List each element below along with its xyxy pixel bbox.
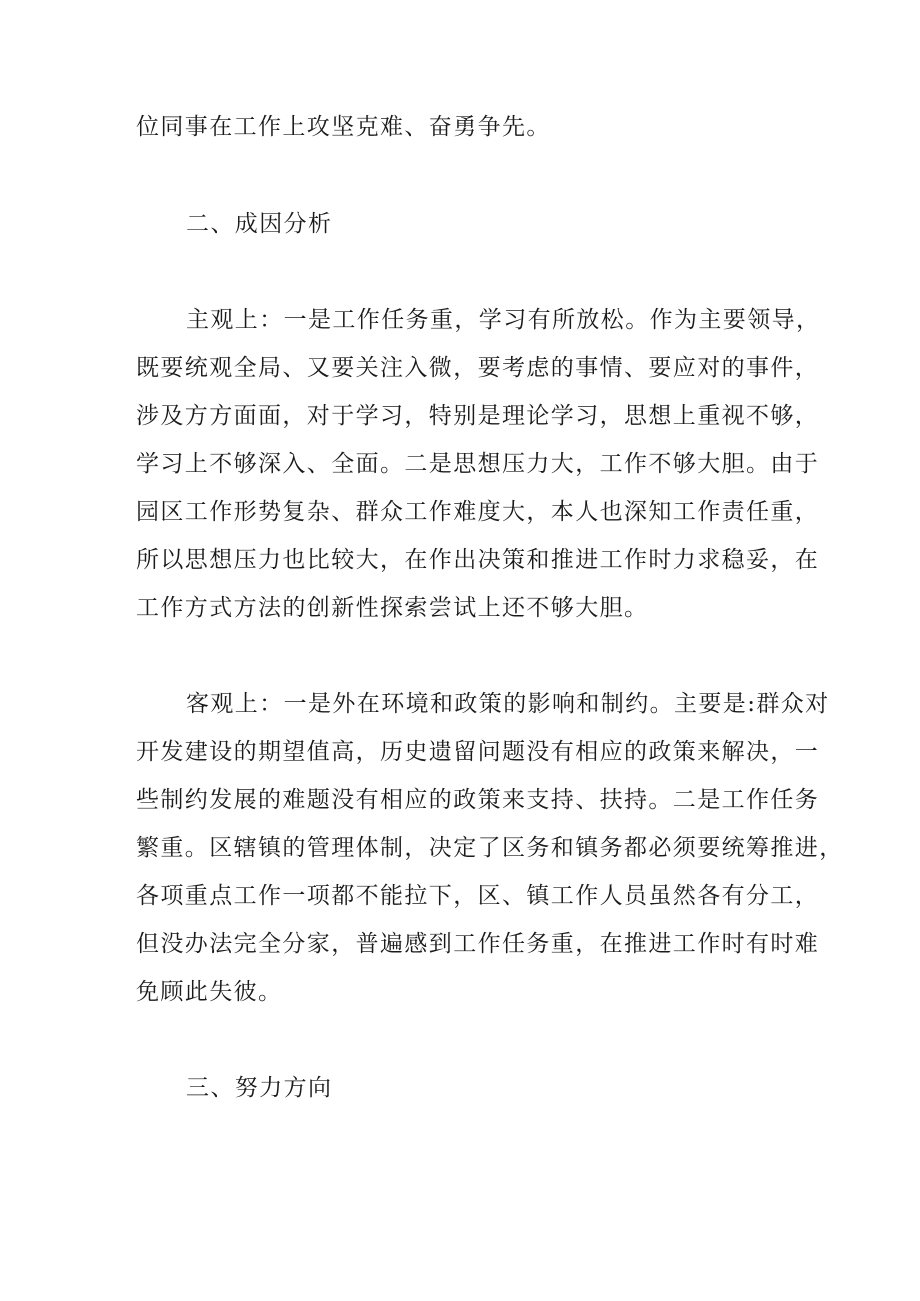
text-line-objective-7: 免顾此失彼。 xyxy=(136,979,283,1005)
text-line-subjective-6: 所以思想压力也比较大，在作出决策和推进工作时力求稳妥，在 xyxy=(136,547,820,573)
text-line-subjective-1: 主观上：一是工作任务重，学习有所放松。作为主要领导， xyxy=(186,307,821,333)
text-line-subjective-5: 园区工作形势复杂、群众工作难度大，本人也深知工作责任重， xyxy=(136,499,820,525)
text-line-objective-4: 繁重。区辖镇的管理体制，决定了区务和镇务都必须要统筹推进， xyxy=(136,835,844,861)
text-line-objective-5: 各项重点工作一项都不能拉下，区、镇工作人员虽然各有分工， xyxy=(136,883,820,909)
text-line-subjective-7: 工作方式方法的创新性探索尝试上还不够大胆。 xyxy=(136,595,649,621)
text-line-objective-2: 开发建设的期望值高，历史遗留问题没有相应的政策来解决，一 xyxy=(136,739,820,765)
text-line-subjective-2: 既要统观全局、又要关注入微，要考虑的事情、要应对的事件， xyxy=(136,355,820,381)
text-line-1: 位同事在工作上攻坚克难、奋勇争先。 xyxy=(136,114,551,140)
section-heading-causes: 二、成因分析 xyxy=(186,211,333,237)
text-line-objective-1: 客观上：一是外在环境和政策的影响和制约。主要是:群众对 xyxy=(186,691,830,717)
text-line-subjective-4: 学习上不够深入、全面。二是思想压力大，工作不够大胆。由于 xyxy=(136,451,820,477)
text-line-objective-3: 些制约发展的难题没有相应的政策来支持、扶持。二是工作任务 xyxy=(136,787,820,813)
text-line-objective-6: 但没办法完全分家，普遍感到工作任务重，在推进工作时有时难 xyxy=(136,931,820,957)
section-heading-direction: 三、努力方向 xyxy=(186,1075,333,1101)
text-line-subjective-3: 涉及方方面面，对于学习，特别是理论学习，思想上重视不够， xyxy=(136,403,820,429)
